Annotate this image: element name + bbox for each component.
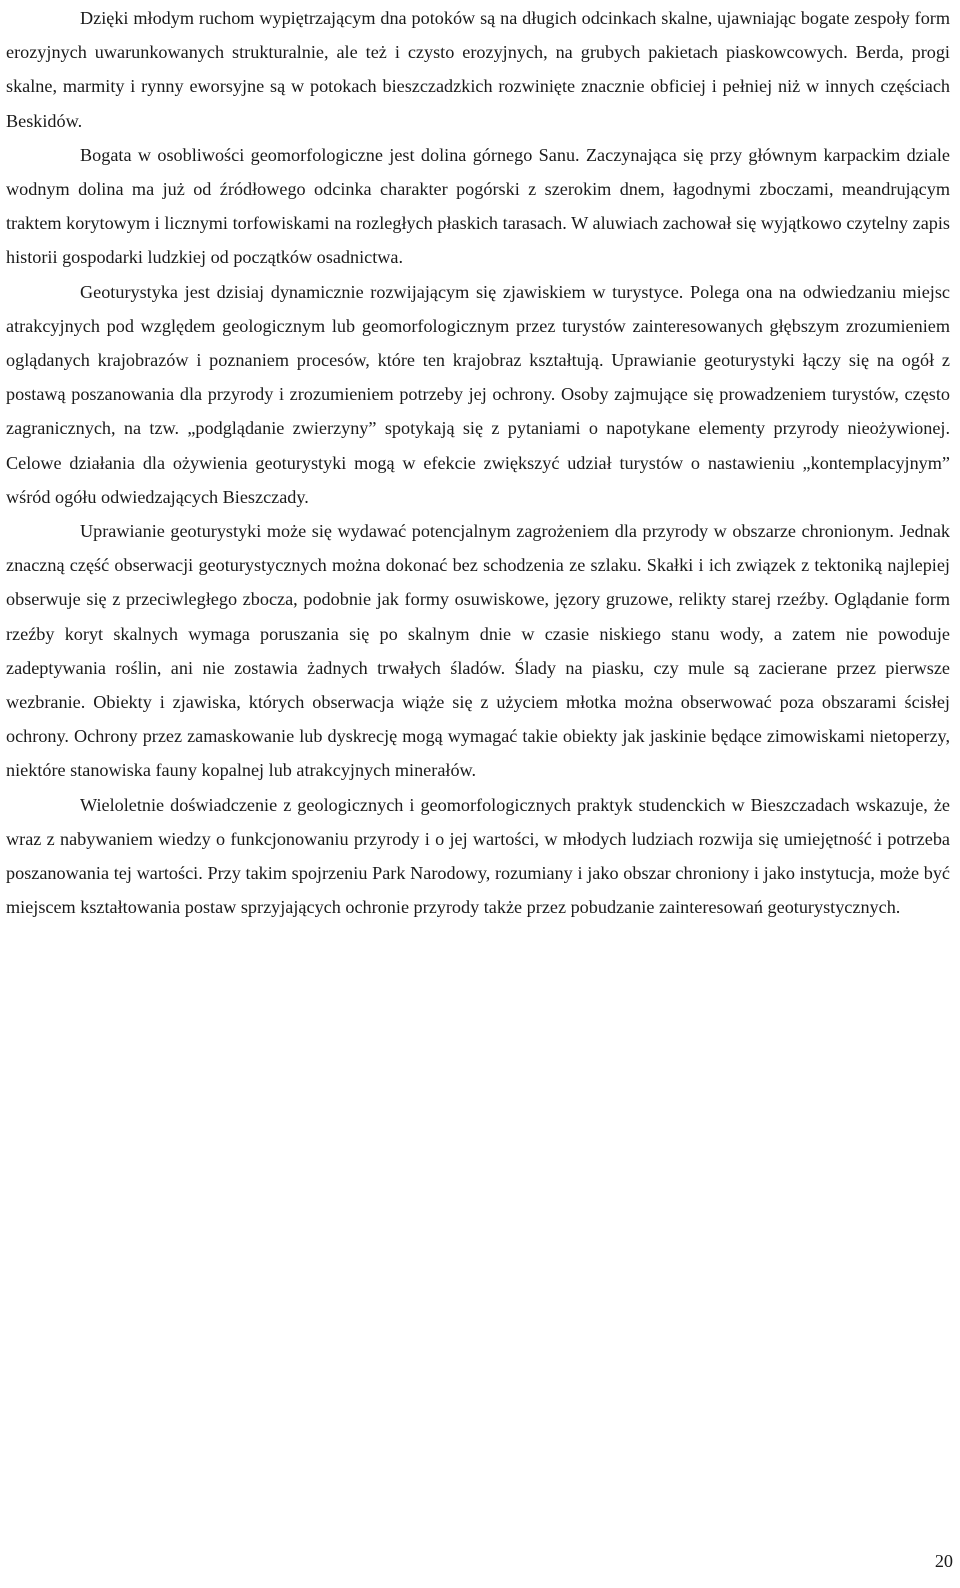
- paragraph-geotourism-threats: Uprawianie geoturystyki może się wydawać potencjalnym zagrożeniem dla przyrody w obszarze chronionym. Jednak znaczną część obserwacji geoturystycznych można dokonać bez schodzenia ze szlaku. Skałki i ich związek z tektoniką najlepiej obserwuje się z przeciwległego zbocza, podobnie jak formy osuwiskowe, jęzory gruzowe, relikty starej rzeźby. Oglądanie form rzeźby koryt skalnych wymaga poruszania się po skalnym dnie w czasie niskiego stanu wody, a zatem nie powoduje zadeptywania roślin, ani nie zostawia żadnych trwałych śladów. Ślady na piasku, czy mule są zacierane przez pierwsze wezbranie. Obiekty i zjawiska, których obserwacja wiąże się z użyciem młotka można obserwować poza obszarami ścisłej ochrony. Ochrony przez zamaskowanie lub dyskrecję mogą wymagać takie obiekty jak jaskinie będące zimowiskami nietoperzy, niektóre stanowiska fauny kopalnej lub atrakcyjnych minerałów.: [6, 521, 950, 781]
- paragraph-geotourism-definition: Geoturystyka jest dzisiaj dynamicznie rozwijającym się zjawiskiem w turystyce. Polega ona na odwiedzaniu miejsc atrakcyjnych pod względem geologicznym lub geomorfologicznym przez turystów zainteresowanych głębszym zrozumieniem oglądanych krajobrazów i poznaniem procesów, które ten krajobraz kształtują. Uprawianie geoturystyki łączy się na ogół z postawą poszanowania dla przyrody i zrozumieniem potrzeby jej ochrony. Osoby zajmujące się prowadzeniem turystów, często zagranicznych, na tzw. „podglądanie zwierzyny” spotykają się z pytaniami o napotykane elementy przyrody nieożywionej. Celowe działania dla ożywienia geoturystyki mogą w efekcie zwiększyć udział turystów o nastawieniu „kontemplacyjnym” wśród ogółu odwiedzających Bieszczady.: [6, 281, 950, 507]
- page-number: 20: [934, 1551, 953, 1571]
- paragraph-student-experience: Wieloletnie doświadczenie z geologicznych i geomorfologicznych praktyk studenckich w Bieszczadach wskazuje, że wraz z nabywaniem wiedzy o funkcjonowaniu przyrody i o jej wartości, w młodych ludziach rozwija się umiejętność i potrzeba poszanowania tej wartości. Przy takim spojrzeniu Park Narodowy, rozumiany i jako obszar chroniony i jako instytucja, może być miejscem kształtowania postaw sprzyjających ochronie przyrody także przez pobudzanie zainteresowań geoturystycznych.: [6, 794, 950, 918]
- paragraph-upper-san-valley: Bogata w osobliwości geomorfologiczne jest dolina górnego Sanu. Zaczynająca się przy głównym karpackim dziale wodnym dolina ma już od źródłowego odcinka charakter pogórski z szerokim dnem, łagodnymi zboczami, meandrującym traktem korytowym i licznymi torfowiskami na rozległych płaskich tarasach. W aluwiach zachował się wyjątkowo czytelny zapis historii gospodarki ludzkiej od początków osadnictwa.: [6, 144, 950, 268]
- document-page: [6, 0, 950, 924]
- paragraph-river-erosion-forms: Dzięki młodym ruchom wypiętrzającym dna potoków są na długich odcinkach skalne, ujawniając bogate zespoły form erozyjnych uwarunkowanych strukturalnie, ale też i czysto erozyjnych, na grubych pakietach piaskowcowych. Berda, progi skalne, marmity i rynny eworsyjne są w potokach bieszczadzkich rozwinięte znacznie obficiej i pełniej niż w innych częściach Beskidów.: [6, 8, 950, 131]
